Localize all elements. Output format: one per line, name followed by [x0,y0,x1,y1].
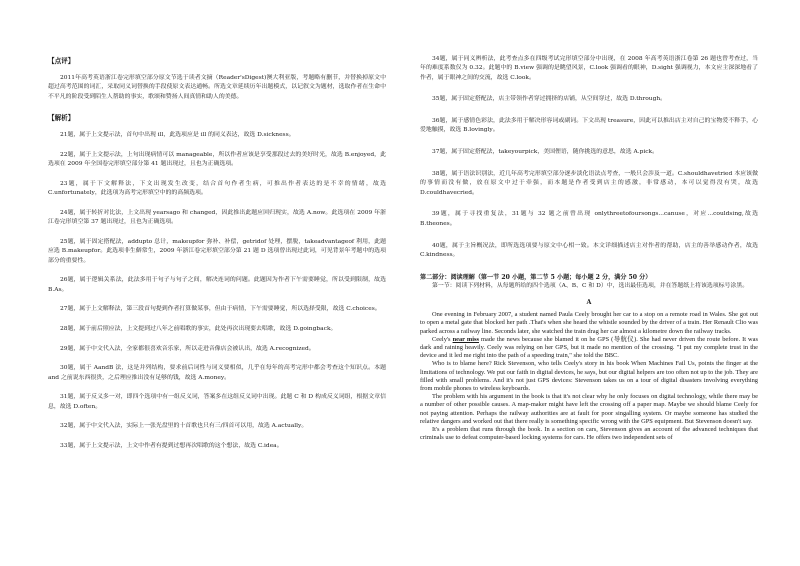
comment-paragraph: 2011年高考英语浙江卷完形填空部分原文节选于读者文摘（Reader'sDigest)澳大利亚版，考题略有删节，并替换掉原文中超过高考范围的词汇，采取同义词替换的手段使原文表达通畅。所选文章延续历年出题模式，以记叙文为题材，选取作者在生命中不平凡的阶段受到陌生人帮助的事实，歌颂和赞扬人间真情和助人的美德。 [48,75,386,100]
analysis-item-25: 25题，属于固定搭配法，addupto 总计，makeupfor 弥补、补偿，getridof 处理，摆脱，takeadvantageof 利用，此题应选 B.makeupfor。此选项非生僻常生，2009 年浙江卷完形填空部分第 21 题 D 选项曾出现过此词，可见背景年考题中的选项部分的重要性。 [48,238,386,264]
analysis-item-38: 38题，属于语法识别法，近几年高考完形填空部分逐步淡化语法点考查，一般只会涉及一道。C.shouldhavetried 本应该做的事情而没有做，放在原文中过于牵强，而本题是作者受到店主的感激，非常感动，本可以觉得没有哭，故选 D.couldhavecried。 [420,171,758,196]
analysis-item-32: 32题，属于中文代入法，实际上一张光盘里的十首歌也只有三/四首可以用，故选 A.actually。 [60,423,308,430]
passage-letter: A [586,299,592,307]
analysis-item-24: 24题，属于转折对比法，上文出现 yearsago 和 changed，因此推出此题应回归现实，故选 A.now。此选项在 2009 年浙江卷完形填空第 37 题出现过，且也为正确选项。 [48,209,386,226]
analysis-item-26: 26题，属于逻辑关系法，此法多用于句子与句子之间，解决连词的问题。此题因为作者下午需要睡觉，所以受到限制，故选 B.As。 [48,277,386,293]
analysis-item-33: 33题，属于上文提示法，上文中作者有提到过想再次唱歌的这个想法，故选 C.idea。 [60,442,283,449]
analysis-item-39: 39题，属于寻找重复法，31题与 32 题之前曾出现 onlythreetofoursongs...canuse，对应...couldsing,故选 B.theones。 [420,211,758,227]
analysis-item-34: 34题，属于同义辨析法，此考查点多在四级考试完形填空部分中出现，在 2008 年高考英语浙江卷第 26 题也曾考查过，当年的难度系数仅为 0.32。此题中的 B.view 强调的是眺望风景，C.look 强调看的眼神，D.sight 强调视力，本文应主深深地看了作者，属于眼神之间的交流，故选 C.look。 [420,56,758,81]
analysis-heading: 【解析】 [48,114,75,123]
analysis-item-35: 35题，属于固定搭配法，店主带领作者穿过拥挤的店铺，从空间穿过，故选 D.through。 [432,96,667,103]
analysis-item-27: 27题，属于上文解释法，第三段首句提到作者打算做某事，但由于病情，下午需要睡觉，所以选择受限，故选 C.choices。 [60,306,381,313]
passage-paragraph-4: The problem with his argument in the book is that it's not clear why he only focuses on digital technology, while there may be a number of other possible causes. A map-maker might have left the crossing off a paper map. Maybe we should blame Ceely for not paying attention. Perhaps the railway authorities are at fault for poor singalling system. Or maybe someone has studied the relative dangers and worked out that there really is something specific wrong with the GPS equipment. But Stevenson doesn't say. [420,393,758,425]
passage-paragraph-2 [420,336,758,361]
analysis-item-22: 22题，属于上文提示法，上句出现病情可以 manageable，所以作者应该是享受那段过去的美好时光，故选 B.enjoyed，此选项在 2009 年全国卷完形填空部分第 41 题出现过，且也为正确选项。 [48,151,386,168]
analysis-item-36: 36题，属于感情色彩法，此法多用于解决形容词或副词。下文出现 treasure，因此可以推出店主对自己的宝物爱不释手，心爱地触摸，故选 B.lovingly。 [420,118,758,134]
left-column [48,55,386,462]
comment-heading: 【点评】 [48,57,75,65]
section-title: 第二部分：阅读理解（第一节 20 小题，第二节 5 小题；每小题 2 分，满分 50 分） [420,273,652,281]
analysis-item-23: 23题，属于下文解释法，下文出现发生改变，结合首句作者生病，可推出作者表达的是不幸的情绪，故选 C.unfortunately，此选项为高考完形填空中的的高频选项。 [48,180,386,197]
p2-rest: made the news because she blamed it on he GPS (导航仪). She had never driven the route before. It was dark and raining heavily. Ceely was relying on her GPS, but it made no mention of the crossing. "I put my complete trust in the device and it led me right into the path of a speeding train," she told the BBC. [420,335,758,360]
analysis-item-28: 28题，属于前后照应法，上文提到过八年之前唱歌的事实，此处再次出现要去唱歌，故选 D.goingback。 [60,325,337,332]
analysis-item-29: 29题，属于中文代入法，全家都很喜欢音乐家，所以走进音像店会被认出，故选 A.recognized。 [60,345,315,352]
passage-paragraph-5: It's a problem that runs through the book. In a section on cars, Stevenson gives an account of the advanced techniques that criminals use to defeat computer-based locking systems for cars. He offers two independent sets of [420,426,758,442]
passage-paragraph-3: Who is to blame here? Rick Stevenson, who tells Ceely's story in his book When Machines Fail Us, points the finger at the limitations of technology. We put our faith in digital devices, he says, but our digital helpers are too often not up to the job. They are filled with small problems. And it's not just GPS devices: Stevenson takes us on a tour of digital disasters involving everything from mobile phones to wireless keyboards. [420,360,758,393]
right-column [420,55,758,443]
underlined-phrase: near miss [452,335,479,343]
passage-paragraph-1: One evening in February 2007, a student named Paula Ceely brought her car to a stop on a remote road in Wales. She got out to open a metal gate that blocked her path .That's when she heard the whistle sounded by the driver of a train. Her Renault Clio was parked across a railway line. Seconds later, she watched the train drag her car almost a kilometre down the railway tracks. [420,311,758,335]
analysis-item-37: 37题，属于固定搭配法，takeyourpick，美国俚语，随你挑选的意思，故选 A.pick。 [432,149,659,156]
analysis-item-21: 21题，属于上文提示法，首句中出现 ill，此选项应是 ill 的同义表达，故选 D.sickness。 [60,132,295,139]
analysis-item-30: 30题，属于 AandB 法，这是并列结构，要求前后词性与词义要相似，几乎在每年的高考完形中都会考查这个知识点。本题 and 之前说东西很贵，之后理应推出没有足够的钱，故选 A.money。 [48,365,386,381]
analysis-item-40: 40题，属于主旨概况法，即所选选项要与原文中心相一致。本文详细描述店主对作者的帮助，店主的善举感动作者，故选 C.kindness。 [420,242,758,258]
analysis-item-31: 31题，属于反义多一对，即四个选项中有一组反义词，答案多在这组反义词中出现。此题 C 和 D 构成反义词组，根据文章信息，故选 D.often。 [48,394,386,410]
section-instructions: 第一节：阅读下列材料，从每题所给的四个选项（A、B、C 和 D）中，选出最佳选项，并在答题纸上将该选项标号涂黑。 [432,282,749,289]
p2-lead: Ceely's [432,335,453,343]
